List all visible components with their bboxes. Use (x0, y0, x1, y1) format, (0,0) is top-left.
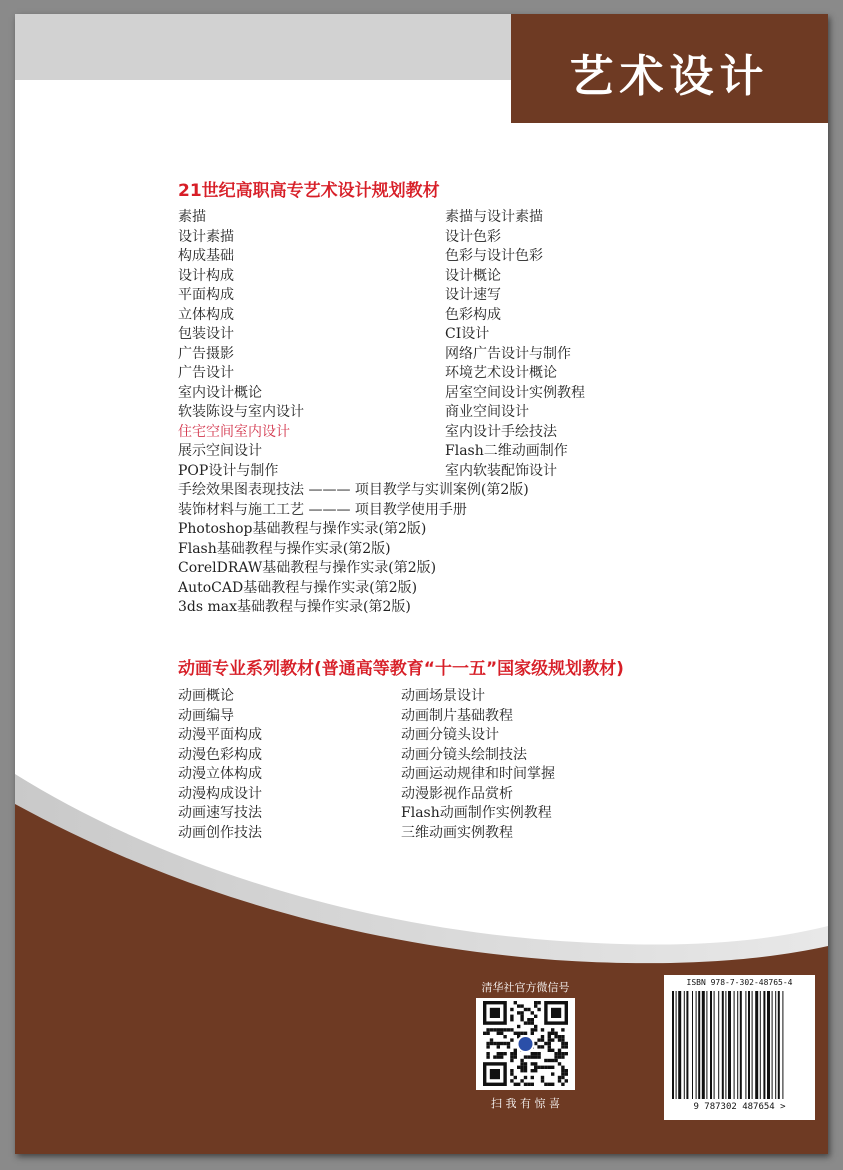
list-item: 居室空间设计实例教程 (445, 384, 585, 401)
isbn-text: ISBN 978-7-302-48765-4 (686, 978, 793, 987)
list-item: 动漫影视作品赏析 (401, 785, 513, 802)
list-item: 色彩与设计色彩 (445, 248, 543, 264)
list-item: 装饰材料与施工工艺 ——— 项目教学使用手册 (178, 501, 467, 518)
qr-caption-bottom: 扫 我 有 惊 喜 (491, 1097, 560, 1110)
list-item: 设计素描 (178, 228, 234, 245)
list-item: 动画速写技法 (178, 805, 262, 821)
list-item: 动画分镜头绘制技法 (401, 746, 527, 763)
list-item: 3ds max基础教程与操作实录(第2版) (178, 599, 411, 615)
list-item: 动漫平面构成 (178, 727, 262, 743)
cover-title: 艺术设计 (569, 51, 770, 102)
list-item: 三维动画实例教程 (401, 824, 513, 841)
isbn-barcode (664, 975, 815, 1120)
list-item: 网络广告设计与制作 (445, 345, 571, 362)
list-item: 动画创作技法 (178, 824, 262, 841)
section2-heading: 动画专业系列教材(普通高等教育“十一五”国家级规划教材) (178, 659, 624, 679)
list-item: 构成基础 (178, 248, 234, 264)
list-item: 立体构成 (178, 306, 234, 323)
list-item: 动漫立体构成 (178, 766, 262, 782)
list-item: 室内设计概论 (178, 384, 262, 401)
book-back-cover (15, 14, 828, 1154)
list-item: 平面构成 (178, 287, 234, 303)
list-item: 动画分镜头设计 (401, 727, 499, 743)
list-item: 动画场景设计 (401, 688, 485, 704)
list-item: 环境艺术设计概论 (445, 365, 557, 381)
list-item: 包装设计 (178, 326, 234, 342)
list-item: Flash动画制作实例教程 (401, 805, 552, 821)
list-item: AutoCAD基础教程与操作实录(第2版) (178, 579, 418, 596)
list-item: 室内软装配饰设计 (445, 462, 557, 479)
barcode-bars (669, 991, 810, 1101)
list-item: 广告摄影 (178, 345, 234, 362)
list-item: 设计概论 (445, 267, 501, 284)
qr-caption-top: 清华社官方微信号 (481, 981, 570, 994)
list-item: 素描与设计素描 (445, 209, 543, 225)
list-item: 动画制片基础教程 (401, 707, 513, 724)
qr-code (476, 998, 575, 1090)
list-item: 手绘效果图表现技法 ——— 项目教学与实训案例(第2版) (178, 482, 529, 498)
list-item: 广告设计 (178, 365, 234, 381)
list-item: 商业空间设计 (445, 404, 529, 420)
list-item: 设计速写 (445, 287, 501, 303)
list-item: 住宅空间室内设计 (178, 423, 290, 440)
list-item: Flash二维动画制作 (445, 443, 568, 459)
list-item: Photoshop基础教程与操作实录(第2版) (178, 521, 427, 537)
list-item: CorelDRAW基础教程与操作实录(第2版) (178, 560, 437, 576)
list-item: Flash基础教程与操作实录(第2版) (178, 540, 391, 557)
list-item: 软装陈设与室内设计 (178, 404, 304, 420)
list-item: 动漫色彩构成 (178, 746, 262, 763)
list-item: 动画编导 (178, 707, 234, 724)
list-item: CI设计 (445, 326, 490, 342)
list-item: 展示空间设计 (178, 443, 262, 459)
list-item: 动画运动规律和时间掌握 (401, 766, 555, 782)
list-item: 素描 (178, 209, 206, 225)
list-item: 色彩构成 (445, 306, 501, 323)
list-item: POP设计与制作 (178, 462, 279, 479)
list-item: 动画概论 (178, 688, 234, 704)
barcode-digits: 9 787302 487654 > (693, 1102, 786, 1112)
list-item: 动漫构成设计 (178, 785, 262, 802)
list-item: 设计构成 (178, 267, 234, 284)
section1-heading: 21世纪高职高专艺术设计规划教材 (178, 181, 440, 201)
list-item: 室内设计手绘技法 (445, 423, 557, 440)
list-item: 设计色彩 (445, 228, 501, 245)
